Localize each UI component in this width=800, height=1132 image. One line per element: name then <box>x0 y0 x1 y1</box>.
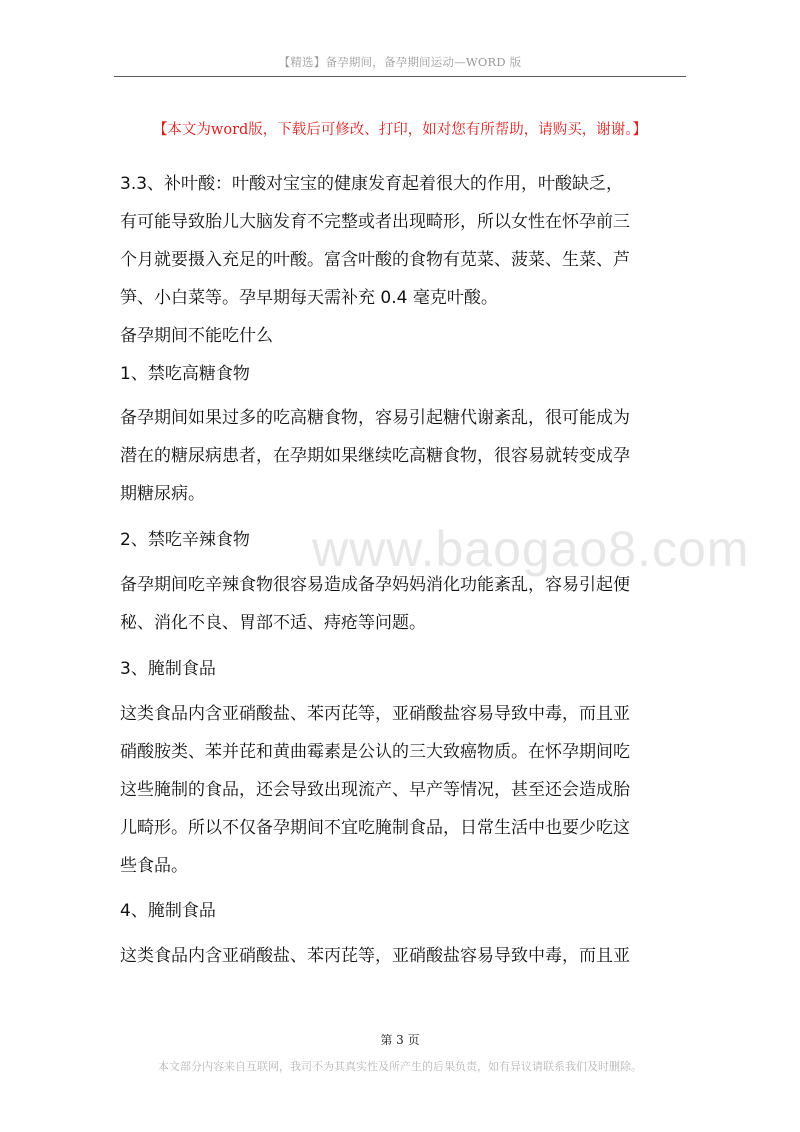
paragraph-line: 秘、消化不良、胃部不适、痔疮等问题。 <box>120 613 426 633</box>
section-heading: 2、禁吃辛辣食物 <box>120 530 250 550</box>
paragraph-line: 3.3、补叶酸：叶酸对宝宝的健康发育起着很大的作用，叶酸缺乏， <box>120 174 624 194</box>
paragraph-line: 儿畸形。所以不仅备孕期间不宜吃腌制食品，日常生活中也要少吃这 <box>120 818 630 838</box>
paragraph-line: 这类食品内含亚硝酸盐、苯丙芘等，亚硝酸盐容易导致中毒，而且亚 <box>120 704 630 724</box>
paragraph-line: 有可能导致胎儿大脑发育不完整或者出现畸形，所以女性在怀孕前三 <box>120 212 630 232</box>
paragraph-line: 笋、小白菜等。孕早期每天需补充 0.4 毫克叶酸。 <box>120 288 498 308</box>
paragraph-line: 个月就要摄入充足的叶酸。富含叶酸的食物有苋菜、菠菜、生菜、芦 <box>120 250 630 270</box>
page-header-title: 【精选】备孕期间，备孕期间运动—WORD 版 <box>278 55 522 69</box>
footer-disclaimer: 本文部分内容来自互联网，我司不为其真实性及所产生的后果负责，如有异议请联系我们及时删除。 <box>158 1060 642 1073</box>
section-heading: 1、禁吃高糖食物 <box>120 364 250 384</box>
section-heading: 4、腌制食品 <box>120 901 216 921</box>
paragraph-line: 备孕期间吃辛辣食物很容易造成备孕妈妈消化功能紊乱，容易引起便 <box>120 575 630 595</box>
watermark: www.baogao8.com <box>312 521 750 577</box>
paragraph-line: 些食品。 <box>120 856 188 876</box>
header-divider <box>114 76 686 77</box>
paragraph-line: 潜在的糖尿病患者，在孕期如果继续吃高糖食物，很容易就转变成孕 <box>120 446 630 466</box>
section-heading: 3、腌制食品 <box>120 659 216 679</box>
paragraph-line: 这类食品内含亚硝酸盐、苯丙芘等，亚硝酸盐容易导致中毒，而且亚 <box>120 946 630 966</box>
section-heading: 备孕期间不能吃什么 <box>120 326 273 346</box>
paragraph-line: 硝酸胺类、苯并芘和黄曲霉素是公认的三大致癌物质。在怀孕期间吃 <box>120 742 630 762</box>
page-number: 第 3 页 <box>380 1033 420 1047</box>
paragraph-line: 备孕期间如果过多的吃高糖食物，容易引起糖代谢紊乱，很可能成为 <box>120 408 630 428</box>
paragraph-line: 这些腌制的食品，还会导致出现流产、早产等情况，甚至还会造成胎 <box>120 780 630 800</box>
paragraph-line: 期糖尿病。 <box>120 484 205 504</box>
purchase-notice: 【本文为word版，下载后可修改、打印，如对您有所帮助，请购买，谢谢。】 <box>152 122 648 138</box>
